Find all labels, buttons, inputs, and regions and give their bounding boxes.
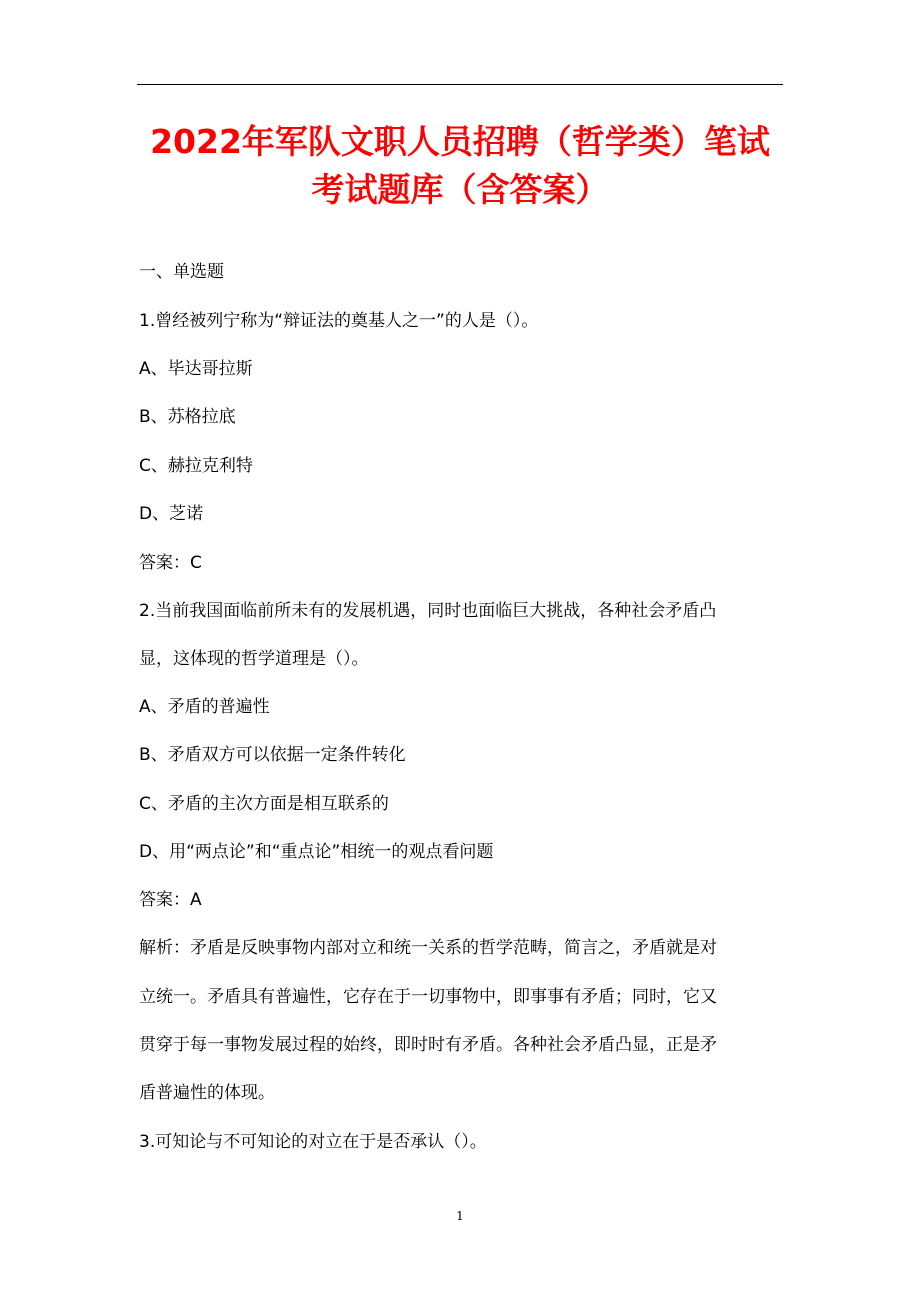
question-2-option-d: D、用“两点论”和“重点论”相统一的观点看问题 <box>139 842 494 862</box>
question-2-stem-line-1: 2.当前我国面临前所未有的发展机遇，同时也面临巨大挑战，各种社会矛盾凸 <box>139 601 717 621</box>
question-1-option-d: D、芝诺 <box>139 504 204 524</box>
header-rule <box>137 84 783 85</box>
question-2-option-a: A、矛盾的普遍性 <box>139 697 270 717</box>
question-1-option-c: C、赫拉克利特 <box>139 456 253 476</box>
question-2-answer: 答案：A <box>139 890 202 910</box>
question-2-analysis-line-2: 立统一。矛盾具有普遍性，它存在于一切事物中，即事事有矛盾；同时，它又 <box>139 987 717 1007</box>
question-3-stem: 3.可知论与不可知论的对立在于是否承认（）。 <box>139 1132 487 1152</box>
question-1-option-b: B、苏格拉底 <box>139 407 236 427</box>
page-number: 1 <box>456 1209 464 1223</box>
question-2-option-c: C、矛盾的主次方面是相互联系的 <box>139 794 389 814</box>
question-1-stem: 1.曾经被列宁称为“辩证法的奠基人之一”的人是（）。 <box>139 311 539 331</box>
question-2-analysis-line-3: 贯穿于每一事物发展过程的始终，即时时有矛盾。各种社会矛盾凸显，正是矛 <box>139 1035 717 1055</box>
question-1-option-a: A、毕达哥拉斯 <box>139 359 253 379</box>
document-title-line-1: 2022年军队文职人员招聘（哲学类）笔试 <box>150 122 770 161</box>
question-2-analysis-line-4: 盾普遍性的体现。 <box>139 1083 275 1103</box>
question-2-analysis-line-1: 解析：矛盾是反映事物内部对立和统一关系的哲学范畴，简言之，矛盾就是对 <box>139 938 717 958</box>
question-2-option-b: B、矛盾双方可以依据一定条件转化 <box>139 745 406 765</box>
question-1-answer: 答案：C <box>139 553 202 573</box>
document-title-line-2: 考试题库（含答案） <box>311 170 609 209</box>
question-2-stem-line-2: 显，这体现的哲学道理是（）。 <box>139 649 369 669</box>
section-heading: 一、单选题 <box>139 262 224 282</box>
